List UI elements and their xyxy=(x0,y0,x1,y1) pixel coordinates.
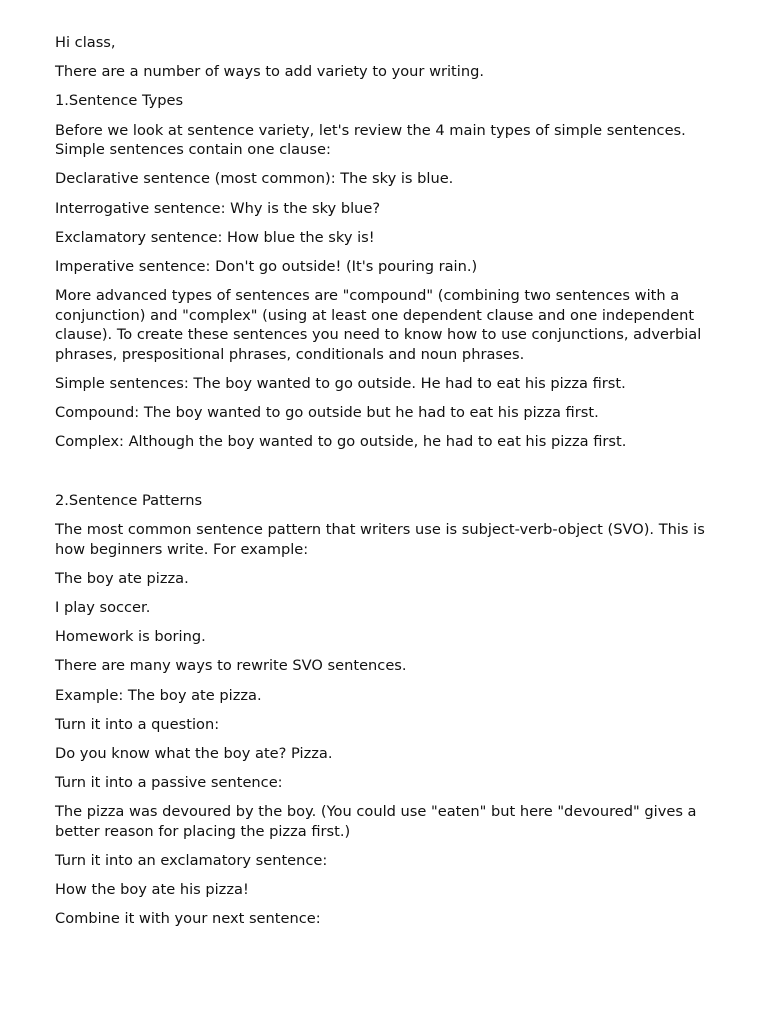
paragraph: Interrogative sentence: Why is the sky blue? xyxy=(55,199,381,217)
paragraph: Simple sentences: The boy wanted to go outside. He had to eat his pizza first. xyxy=(55,375,626,393)
blank-line xyxy=(55,462,715,482)
section-heading-sentence-patterns: 2.Sentence Patterns xyxy=(55,491,203,509)
paragraph: Homework is boring. xyxy=(55,628,206,646)
greeting: Hi class, xyxy=(55,34,116,51)
paragraph: More advanced types of sentences are "compound" (combining two sentences with a conjunction) and "complex" (using at least one dependent clause and one independent clause). To create these sentences you need to know how to use conjunctions, adverbial phrases, prespositional phrases, conditionals and noun phrases. xyxy=(55,287,702,363)
section-heading-sentence-types: 1.Sentence Types xyxy=(55,92,184,110)
paragraph: Before we look at sentence variety, let's review the 4 main types of simple sentences. Simple sentences contain one clause: xyxy=(55,121,686,159)
paragraph: Turn it into a question: xyxy=(55,715,220,733)
paragraph: Complex: Although the boy wanted to go outside, he had to eat his pizza first. xyxy=(55,433,627,451)
paragraph: The most common sentence pattern that writers use is subject-verb-object (SVO). This is how beginners write. For example: xyxy=(55,521,705,558)
paragraph: Example: The boy ate pizza. xyxy=(55,686,262,704)
paragraph: The boy ate pizza. xyxy=(55,569,189,587)
paragraph: Do you know what the boy ate? Pizza. xyxy=(55,744,333,762)
paragraph: I play soccer. xyxy=(55,598,151,616)
paragraph: Exclamatory sentence: How blue the sky is! xyxy=(55,228,375,246)
paragraph: Compound: The boy wanted to go outside but he had to eat his pizza first. xyxy=(55,404,599,422)
paragraph: There are many ways to rewrite SVO sentences. xyxy=(55,657,407,675)
paragraph: How the boy ate his pizza! xyxy=(55,881,249,899)
document-body xyxy=(55,33,715,939)
paragraph: The pizza was devoured by the boy. (You could use "eaten" but here "devoured" gives a better reason for placing the pizza first.) xyxy=(55,803,697,840)
intro-paragraph: There are a number of ways to add variety to your writing. xyxy=(55,63,484,81)
paragraph: Combine it with your next sentence: xyxy=(55,910,321,928)
paragraph: Imperative sentence: Don't go outside! (It's pouring rain.) xyxy=(55,257,478,275)
paragraph: Turn it into a passive sentence: xyxy=(55,774,283,792)
paragraph: Declarative sentence (most common): The sky is blue. xyxy=(55,170,454,188)
paragraph: Turn it into an exclamatory sentence: xyxy=(55,852,328,870)
